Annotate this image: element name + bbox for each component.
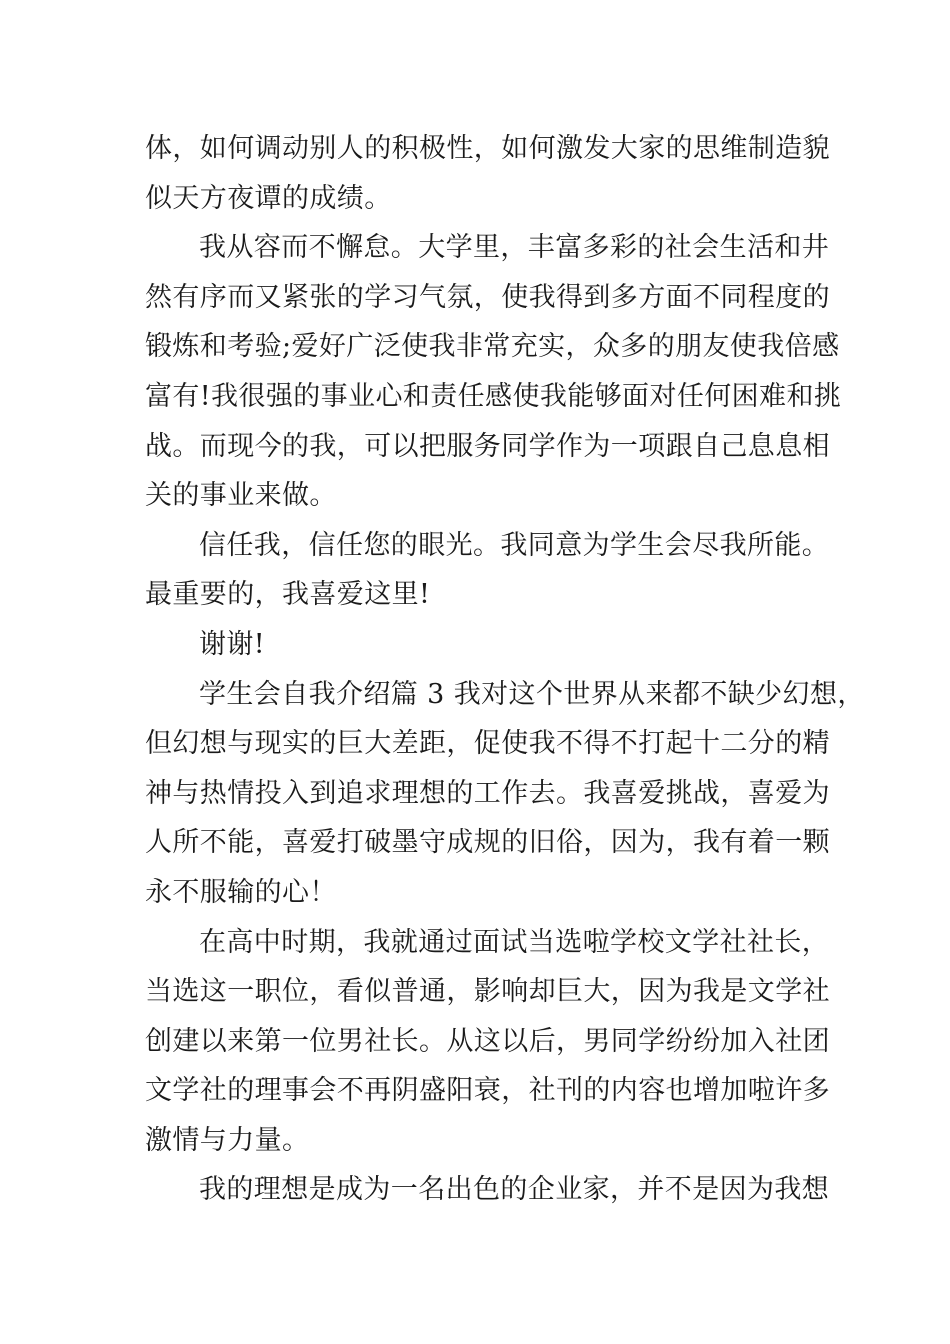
- body-text: [145, 124, 865, 1215]
- text-line: 激情与力量。: [145, 1124, 310, 1156]
- text-line: 体，如何调动别人的积极性，如何激发大家的思维制造貌: [145, 133, 830, 164]
- text-line: 文学社的理事会不再阴盛阳衰，社刊的内容也增加啦许多: [145, 1075, 830, 1107]
- text-line: 永不服输的心！: [145, 876, 337, 908]
- text-line: 在高中时期，我就通过面试当选啦学校文学社社长，: [199, 926, 830, 958]
- text-line: 神与热情投入到追求理想的工作去。我喜爱挑战，喜爱为: [145, 777, 830, 809]
- text-line: 当选这一职位，看似普通，影响却巨大，因为我是文学社: [145, 976, 830, 1008]
- text-line: 但幻想与现实的巨大差距，促使我不得不打起十二分的精: [145, 728, 830, 760]
- text-line: 人所不能，喜爱打破墨守成规的旧俗，因为，我有着一颗: [145, 827, 830, 859]
- text-line: 最重要的，我喜爱这里!: [145, 579, 431, 611]
- text-line: 锻炼和考验;爱好广泛使我非常充实，众多的朋友使我倍感: [145, 331, 840, 363]
- text-line: 关的事业来做。: [145, 480, 337, 512]
- text-line: 学生会自我介绍篇 3 我对这个世界从来都不缺少幻想，: [199, 678, 865, 710]
- text-line: 然有序而又紧张的学习气氛，使我得到多方面不同程度的: [145, 281, 830, 313]
- text-line: 战。而现今的我，可以把服务同学作为一项跟自己息息相: [145, 430, 830, 462]
- text-line: 富有!我很强的事业心和责任感使我能够面对任何困难和挑: [145, 380, 842, 412]
- text-line: 我的理想是成为一名出色的企业家，并不是因为我想: [199, 1174, 830, 1206]
- text-line: 谢谢!: [199, 628, 266, 660]
- text-line: 创建以来第一位男社长。从这以后，男同学纷纷加入社团: [145, 1025, 830, 1057]
- text-line: 信任我，信任您的眼光。我同意为学生会尽我所能。: [199, 529, 830, 561]
- text-line: 我从容而不懈怠。大学里，丰富多彩的社会生活和井: [199, 232, 830, 264]
- text-line: 似天方夜谭的成绩。: [145, 182, 392, 214]
